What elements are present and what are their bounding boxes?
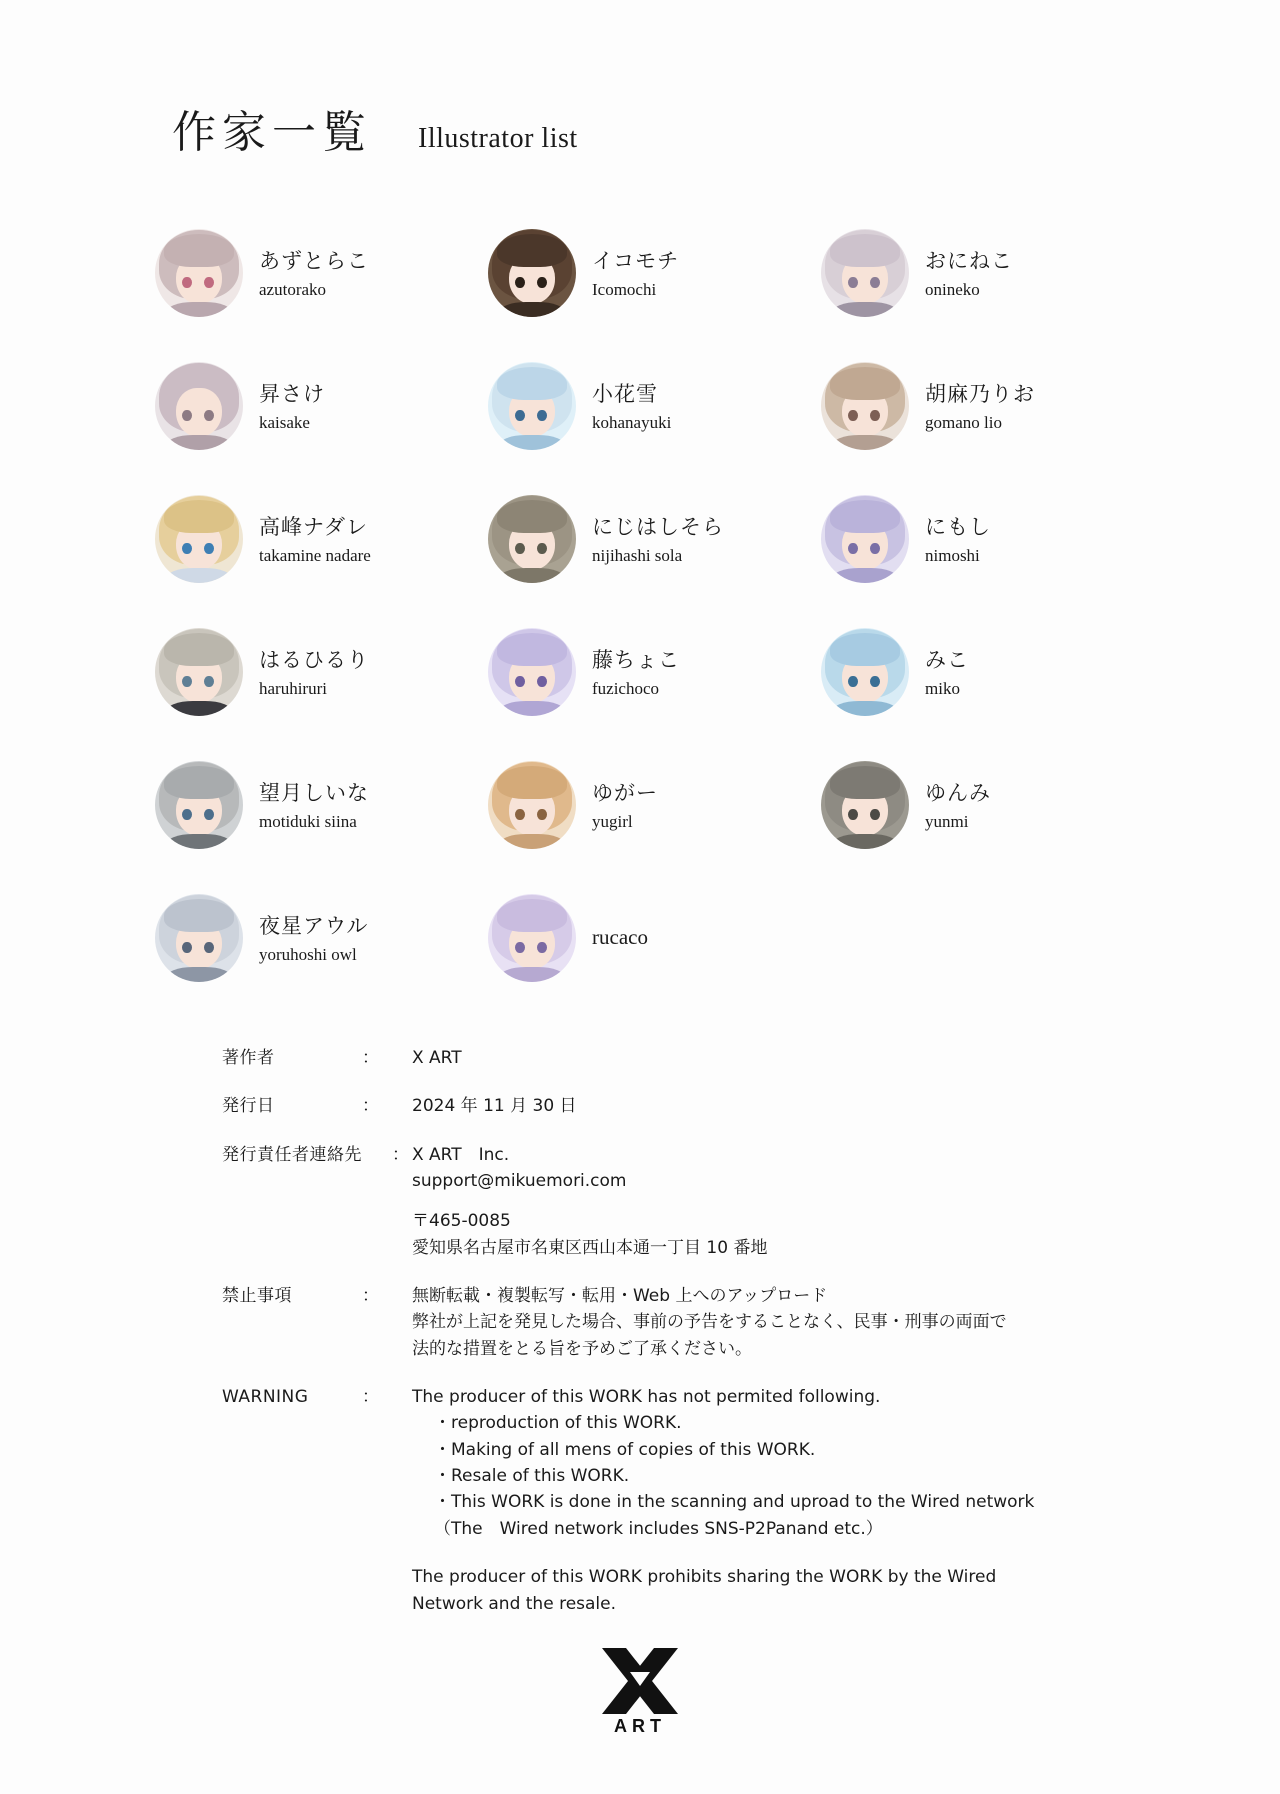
page-header [172, 96, 578, 160]
avatar-bangs [497, 766, 567, 799]
avatar-bangs [164, 367, 234, 400]
illustrator-name-ja: にじはしそら [592, 515, 724, 539]
avatar-body [166, 967, 233, 981]
illustrator-name-ja: 胡麻乃りお [925, 382, 1035, 406]
illustrator-entry [155, 339, 488, 472]
illustrator-avatar [155, 894, 243, 982]
illustrator-avatar [155, 628, 243, 716]
illustrator-name-ja: 昇さけ [259, 382, 325, 406]
illustrator-entry [488, 871, 821, 1004]
illustrator-names [925, 245, 1013, 300]
illustrator-name-en: nijihashi sola [592, 546, 683, 565]
prohibitions-line-1: 無断転載・複製転写・転用・Web 上へのアップロード [412, 1286, 828, 1307]
avatar-body [166, 435, 233, 449]
illustrator-name-en: gomano lio [925, 413, 1002, 432]
illustrator-avatar [821, 495, 909, 583]
colophon [222, 1045, 1102, 1639]
contact-label: 発行責任者連絡先 [222, 1144, 362, 1165]
colophon-row-contact [222, 1142, 1102, 1261]
prohibitions-line-2: 弊社が上記を発見した場合、事前の予告をすることなく、民事・刑事の両面で [412, 1312, 1007, 1333]
warning-item: ・reproduction of this WORK. [434, 1413, 682, 1434]
avatar-body [499, 967, 566, 981]
illustrator-name-ja: ゆんみ [925, 781, 991, 805]
illustrator-names [259, 910, 368, 965]
avatar-bangs [830, 234, 900, 267]
illustrator-avatar [821, 628, 909, 716]
prohibitions-label: 禁止事項 [222, 1286, 292, 1307]
warning-item: （The Wired network includes SNS-P2Panand etc.） [434, 1518, 883, 1539]
illustrator-names [259, 245, 369, 300]
avatar-bangs [164, 633, 234, 666]
avatar-body [166, 568, 233, 582]
contact-company: X ART Inc. [412, 1144, 510, 1165]
illustrator-entry [155, 605, 488, 738]
contact-spacer [412, 1194, 1102, 1208]
warning-colon: ： [362, 1387, 379, 1408]
illustrator-names [925, 644, 969, 699]
illustrator-name-en: azutorako [259, 280, 327, 299]
contact-email: support@mikuemori.com [412, 1171, 627, 1192]
avatar-face [155, 761, 243, 849]
illustrator-names [592, 925, 648, 950]
illustrator-name-en: yoruhoshi owl [259, 945, 357, 964]
avatar-face [488, 229, 576, 317]
author-label: 著作者 [222, 1048, 275, 1068]
illustrator-name-ja: あずとらこ [259, 249, 369, 273]
illustrator-names [259, 777, 369, 832]
colophon-row-warning [222, 1384, 1102, 1617]
avatar-body [832, 435, 899, 449]
publish-date-colon: ： [362, 1096, 379, 1117]
page-title-ja: 作家一覧 [172, 107, 372, 158]
avatar-face [821, 229, 909, 317]
illustrator-name-en: onineko [925, 280, 980, 299]
avatar-bangs [830, 367, 900, 400]
illustrator-grid [155, 206, 1155, 1004]
prohibitions-line-3: 法的な措置をとる旨を予めご了承ください。 [412, 1338, 752, 1359]
avatar-bangs [497, 367, 567, 400]
warning-label: WARNING [222, 1387, 309, 1408]
illustrator-name-ja: にもし [925, 515, 991, 539]
illustrator-name-ja: はるひるり [259, 648, 369, 672]
avatar-face [821, 761, 909, 849]
avatar-face [488, 495, 576, 583]
illustrator-entry [155, 206, 488, 339]
avatar-body [499, 435, 566, 449]
contact-value [412, 1142, 1102, 1261]
illustrator-name-en: kohanayuki [592, 413, 672, 432]
avatar-bangs [497, 633, 567, 666]
illustrator-avatar [155, 229, 243, 317]
illustrator-entry [821, 605, 1154, 738]
x-art-logo-icon [600, 1648, 680, 1714]
illustrator-name-en: miko [925, 679, 960, 698]
illustrator-entry [488, 206, 821, 339]
illustrator-name-ja: イコモチ [592, 249, 680, 273]
illustrator-name-en: fuzichoco [592, 679, 660, 698]
illustrator-names [925, 777, 991, 832]
illustrator-entry [155, 738, 488, 871]
illustrator-avatar [155, 761, 243, 849]
colophon-row-publish-date [222, 1093, 1102, 1119]
avatar-face [488, 628, 576, 716]
illustrator-entry [821, 738, 1154, 871]
illustrator-avatar [488, 628, 576, 716]
logo-wordmark: ART [614, 1716, 666, 1736]
avatar-bangs [497, 899, 567, 932]
publish-date-value: 2024 年 11 月 30 日 [412, 1096, 577, 1117]
illustrator-names [592, 245, 679, 300]
avatar-body [832, 701, 899, 715]
illustrator-entry [821, 339, 1154, 472]
illustrator-name-ja: みこ [925, 648, 969, 672]
warning-spacer [412, 1542, 1102, 1564]
illustrator-avatar [821, 761, 909, 849]
illustrator-name-ja: 望月しいな [259, 781, 369, 805]
prohibitions-value [412, 1283, 1102, 1362]
illustrator-avatar [488, 229, 576, 317]
avatar-bangs [164, 766, 234, 799]
contact-postal-code: 〒465-0085 [412, 1211, 511, 1232]
avatar-body [166, 302, 233, 316]
avatar-body [499, 701, 566, 715]
avatar-body [832, 834, 899, 848]
illustrator-name-en: yunmi [925, 812, 969, 831]
illustrator-names [592, 378, 671, 433]
illustrator-names [259, 644, 369, 699]
illustrator-avatar [488, 761, 576, 849]
illustrator-name-en: kaisake [259, 413, 310, 432]
illustrator-name-en: yugirl [592, 812, 633, 831]
illustrator-names [592, 777, 658, 832]
avatar-body [166, 701, 233, 715]
avatar-face [155, 628, 243, 716]
illustrator-avatar [488, 894, 576, 982]
warning-item: ・Resale of this WORK. [434, 1466, 630, 1487]
avatar-face [155, 495, 243, 583]
illustrator-avatar [488, 495, 576, 583]
illustrator-entry [821, 206, 1154, 339]
avatar-face [821, 495, 909, 583]
illustrator-entry [821, 472, 1154, 605]
avatar-bangs [164, 500, 234, 533]
avatar-face [821, 362, 909, 450]
illustrator-name-en: motiduki siina [259, 812, 357, 831]
illustrator-avatar [155, 495, 243, 583]
warning-value [412, 1384, 1102, 1617]
illustrator-name-ja: 小花雪 [592, 382, 658, 406]
illustrator-entry [155, 871, 488, 1004]
illustrator-names [925, 511, 991, 566]
avatar-bangs [497, 234, 567, 267]
illustrator-names [925, 378, 1035, 433]
warning-item: ・Making of all mens of copies of this WORK. [434, 1439, 816, 1460]
publish-date-label: 発行日 [222, 1096, 275, 1117]
illustrator-name-en: nimoshi [925, 546, 980, 565]
illustrator-entry [155, 472, 488, 605]
illustrator-entry [488, 738, 821, 871]
illustrator-name-ja: おにねこ [925, 249, 1013, 273]
illustrator-name-ja: 高峰ナダレ [259, 515, 368, 539]
prohibitions-colon: ： [362, 1286, 379, 1307]
illustrator-entry [488, 339, 821, 472]
illustrator-avatar [488, 362, 576, 450]
illustrator-name-en: haruhiruri [259, 679, 327, 698]
avatar-body [499, 302, 566, 316]
illustrator-names [259, 378, 325, 433]
avatar-face [821, 628, 909, 716]
illustrator-entry [488, 605, 821, 738]
avatar-face [155, 894, 243, 982]
illustrator-name-ja: 藤ちょこ [592, 648, 680, 672]
avatar-face [488, 894, 576, 982]
avatar-face [488, 761, 576, 849]
author-colon: ： [362, 1048, 379, 1068]
colophon-row-prohibitions [222, 1283, 1102, 1362]
avatar-bangs [497, 500, 567, 533]
avatar-bangs [830, 766, 900, 799]
avatar-body [499, 834, 566, 848]
colophon-row-author [222, 1045, 1102, 1071]
avatar-bangs [830, 633, 900, 666]
avatar-body [499, 568, 566, 582]
warning-closing-1: The producer of this WORK prohibits sharing the WORK by the Wired [412, 1567, 997, 1588]
illustrator-name-en: Icomochi [592, 280, 657, 299]
avatar-body [832, 568, 899, 582]
warning-intro: The producer of this WORK has not permited following. [412, 1387, 881, 1408]
illustrator-names [592, 644, 680, 699]
avatar-bangs [164, 234, 234, 267]
contact-colon: ： [392, 1144, 409, 1165]
contact-address: 愛知県名古屋市名東区西山本通一丁目 10 番地 [412, 1237, 768, 1258]
page-title-en: Illustrator list [418, 123, 578, 154]
author-value: X ART [412, 1048, 462, 1068]
illustrator-names [259, 511, 371, 566]
illustrator-names [592, 511, 724, 566]
illustrator-name-ja: ゆがー [592, 781, 658, 805]
avatar-face [155, 362, 243, 450]
warning-closing-2: Network and the resale. [412, 1593, 617, 1614]
avatar-body [166, 834, 233, 848]
avatar-body [832, 302, 899, 316]
illustrator-entry [488, 472, 821, 605]
warning-item: ・This WORK is done in the scanning and uproad to the Wired network [434, 1492, 1035, 1513]
warning-item-list [412, 1410, 1102, 1542]
illustrator-avatar [821, 362, 909, 450]
avatar-face [488, 362, 576, 450]
avatar-bangs [830, 500, 900, 533]
illustrator-avatar [155, 362, 243, 450]
illustrator-name-ja: 夜星アウル [259, 914, 369, 938]
illustrator-avatar [821, 229, 909, 317]
avatar-bangs [164, 899, 234, 932]
illustrator-name-en: rucaco [592, 925, 648, 949]
illustrator-name-en: takamine nadare [259, 546, 371, 565]
avatar-face [155, 229, 243, 317]
footer-logo [592, 1648, 688, 1737]
